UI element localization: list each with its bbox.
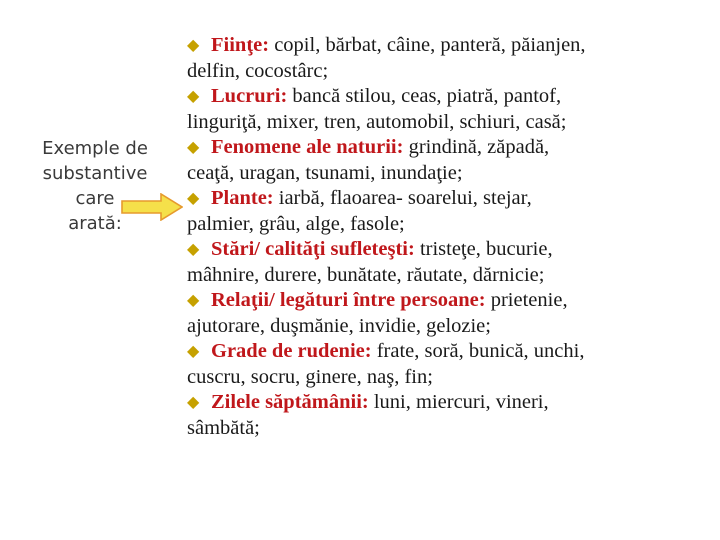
item-label: Fiinţe: — [211, 34, 270, 56]
diamond-bullet-icon: ◆ — [187, 139, 200, 156]
item-label: Lucruri: — [211, 85, 288, 107]
item-text: grindină, zăpadă, — [403, 136, 550, 158]
item-text: linguriţă, mixer, tren, automobil, schiuri, casă; — [187, 111, 567, 133]
examples-list — [187, 33, 702, 441]
diamond-bullet-icon: ◆ — [187, 394, 200, 411]
item-label: Zilele săptămânii: — [211, 391, 369, 413]
list-item — [187, 186, 702, 237]
caption-line: Exemple de — [42, 138, 148, 159]
item-text: tristeţe, bucurie, — [414, 238, 553, 260]
item-text: palmier, grâu, alge, fasole; — [187, 213, 405, 235]
diamond-bullet-icon: ◆ — [187, 292, 200, 309]
item-text: ajutorare, duşmănie, invidie, gelozie; — [187, 315, 491, 337]
item-text: frate, soră, bunică, unchi, — [371, 340, 585, 362]
caption-line: care — [75, 188, 115, 209]
item-text: ceaţă, uragan, tsunami, inundaţie; — [187, 162, 463, 184]
list-item — [187, 339, 702, 390]
item-text: mâhnire, durere, bunătate, răutate, dărnicie; — [187, 264, 545, 286]
item-text: prietenie, — [485, 289, 568, 311]
diamond-bullet-icon: ◆ — [187, 190, 200, 207]
right-arrow-icon — [121, 193, 183, 221]
list-item — [187, 84, 702, 135]
item-text: copil, bărbat, câine, panteră, păianjen, — [269, 34, 586, 56]
diamond-bullet-icon: ◆ — [187, 37, 200, 54]
caption-line: substantive — [42, 163, 148, 184]
item-label: Grade de rudenie: — [211, 340, 372, 362]
item-label: Fenomene ale naturii: — [211, 136, 404, 158]
item-text: sâmbătă; — [187, 417, 260, 439]
list-item — [187, 288, 702, 339]
list-item — [187, 135, 702, 186]
diamond-bullet-icon: ◆ — [187, 241, 200, 258]
list-item — [187, 390, 702, 441]
item-text: cuscru, socru, ginere, naş, fin; — [187, 366, 433, 388]
item-label: Relaţii/ legături între persoane: — [211, 289, 486, 311]
list-item — [187, 237, 702, 288]
caption-text — [30, 136, 160, 236]
item-label: Plante: — [211, 187, 274, 209]
item-text: luni, miercuri, vineri, — [368, 391, 549, 413]
list-item — [187, 33, 702, 84]
item-text: delfin, cocostârc; — [187, 60, 329, 82]
caption-line: arată: — [68, 213, 122, 234]
diamond-bullet-icon: ◆ — [187, 343, 200, 360]
item-text: bancă stilou, ceas, piatră, pantof, — [287, 85, 562, 107]
item-label: Stări/ calităţi sufleteşti: — [211, 238, 415, 260]
diamond-bullet-icon: ◆ — [187, 88, 200, 105]
item-text: iarbă, flaoarea- soarelui, stejar, — [273, 187, 532, 209]
